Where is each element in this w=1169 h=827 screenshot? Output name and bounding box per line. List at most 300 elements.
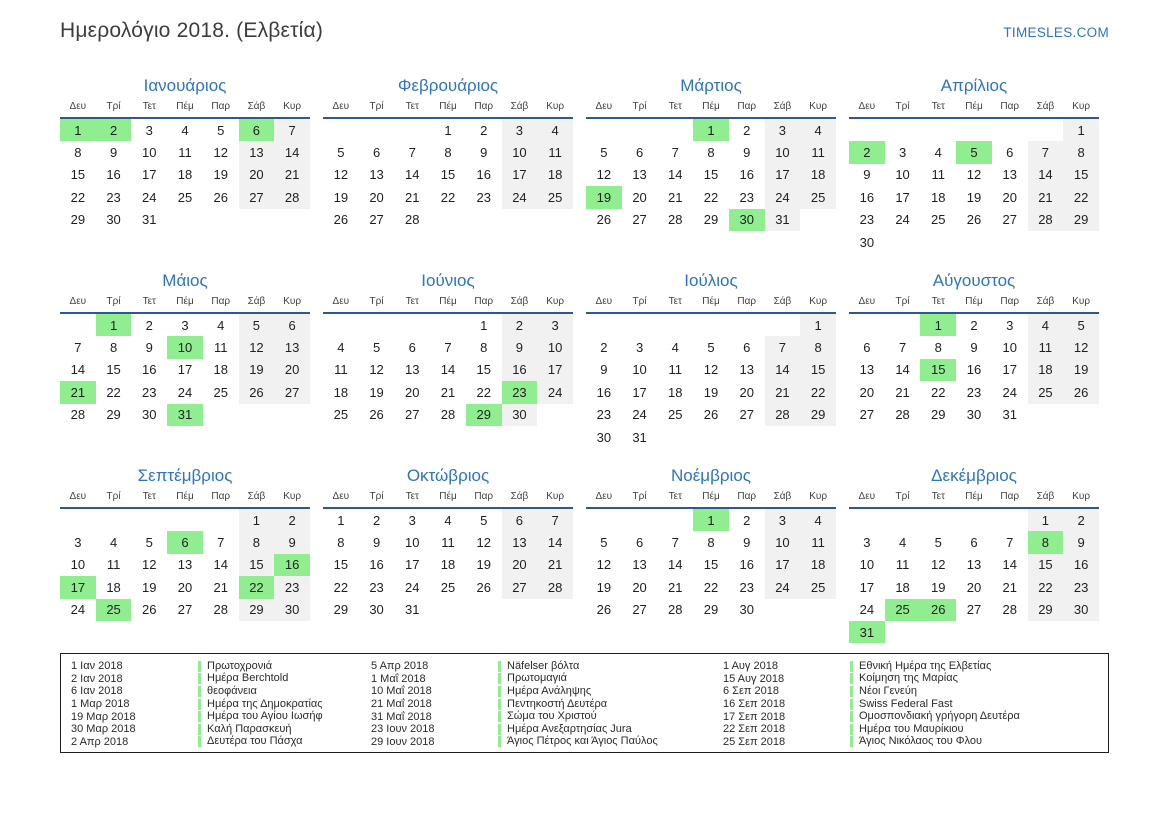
weekday-label: Κυρ [283, 296, 302, 307]
day-cell: 11 [106, 557, 121, 573]
day-cell: 19 [703, 384, 719, 400]
weekend-day-cell: 7 [1028, 141, 1064, 163]
weekend-day-cell: 9 [502, 336, 538, 358]
weekday-label: Παρ [211, 491, 231, 502]
day-cell: 29 [703, 602, 719, 618]
day-cell: 2 [145, 317, 153, 333]
day-cell: 1 [480, 317, 488, 333]
day-cell: 26 [966, 212, 982, 228]
legend-date: 2 Απρ 2018 [71, 735, 129, 748]
day-cell: 31 [632, 429, 647, 445]
weekend-day-cell: 3 [502, 119, 538, 141]
holiday-day-cell: 21 [60, 381, 96, 403]
day-cell: 14 [440, 362, 456, 378]
weekend-day-cell: 22 [1028, 576, 1064, 598]
day-cell: 14 [405, 167, 420, 183]
weekend-day-cell: 15 [1028, 554, 1064, 576]
weekday-label: Παρ [1000, 296, 1020, 307]
day-cell: 12 [333, 167, 349, 183]
weekend-day-cell: 13 [274, 336, 310, 358]
weekend-day-cell: 18 [800, 164, 836, 186]
weekend-day-cell: 7 [274, 119, 310, 141]
weekday-label: Πέμ [176, 491, 194, 502]
day-cell: 9 [600, 362, 608, 378]
holiday-day-cell: 1 [693, 509, 729, 531]
weekday-header-row [323, 296, 573, 314]
day-cell: 24 [142, 189, 157, 205]
day-cell: 15 [703, 557, 719, 573]
holiday-day-cell: 16 [274, 554, 310, 576]
weekend-day-cell: 9 [274, 531, 310, 553]
weekend-day-cell: 16 [1063, 554, 1099, 576]
weekend-day-cell: 25 [1028, 381, 1064, 403]
day-cell: 29 [70, 212, 86, 228]
month-block [323, 75, 573, 253]
day-cell: 15 [703, 167, 719, 183]
weekday-label: Πέμ [702, 296, 720, 307]
weekday-label: Τετ [142, 296, 156, 307]
day-cell: 9 [743, 535, 751, 551]
weekend-day-cell: 25 [537, 186, 573, 208]
day-cell: 11 [895, 557, 910, 573]
day-cell: 5 [707, 340, 715, 356]
day-cell: 8 [444, 145, 452, 161]
day-cell: 29 [703, 212, 719, 228]
month-block [849, 270, 1099, 448]
weekday-label: Κυρ [809, 101, 828, 112]
weekend-day-cell: 21 [765, 381, 801, 403]
empty-cell [693, 314, 729, 336]
legend-entry [723, 673, 1098, 686]
holiday-day-cell: 30 [729, 209, 765, 231]
weekday-label: Πέμ [702, 101, 720, 112]
legend-date: 1 Αυγ 2018 [723, 660, 778, 673]
day-cell: 14 [213, 557, 228, 573]
legend-holiday-name: Πρωτοχρονιά [198, 661, 272, 672]
weekday-label: Πέμ [176, 101, 194, 112]
day-cell: 16 [859, 189, 875, 205]
weekday-label: Δευ [332, 491, 350, 502]
weekend-day-cell: 14 [274, 141, 310, 163]
weekday-label: Τετ [668, 101, 682, 112]
weekday-label: Τρί [106, 101, 121, 112]
day-cell: 18 [895, 579, 910, 595]
day-cell: 7 [444, 340, 452, 356]
day-cell: 27 [405, 407, 420, 423]
day-cell: 11 [668, 362, 683, 378]
weekend-day-cell: 8 [800, 336, 836, 358]
day-cell: 31 [405, 602, 420, 618]
legend-date: 19 Μαρ 2018 [71, 710, 136, 723]
weekend-day-cell: 26 [1063, 381, 1099, 403]
day-cell: 22 [70, 189, 86, 205]
day-cell: 24 [895, 212, 910, 228]
month-title: Μάρτιος [680, 76, 742, 95]
day-cell: 1 [444, 122, 452, 138]
day-cell: 9 [480, 145, 488, 161]
day-cell: 19 [966, 189, 982, 205]
weekday-label: Κυρ [283, 101, 302, 112]
weekday-header-row [586, 101, 836, 119]
legend-holiday-name: θεοφάνεια [198, 686, 257, 697]
day-cell: 9 [109, 145, 118, 161]
day-cell: 20 [739, 384, 754, 400]
empty-cell [1028, 119, 1064, 141]
weekend-day-cell: 27 [502, 576, 538, 598]
weekday-label: Τρί [632, 101, 647, 112]
weekend-day-cell: 17 [537, 359, 573, 381]
legend-holiday-name: Näfelser βόλτα [498, 661, 579, 672]
weekday-header-row [60, 101, 310, 119]
legend-date: 6 Ιαν 2018 [71, 685, 123, 698]
weekend-day-cell: 18 [1028, 359, 1064, 381]
day-cell: 27 [1002, 212, 1017, 228]
day-cell: 16 [476, 167, 491, 183]
day-cell: 23 [739, 189, 754, 205]
empty-cell [586, 119, 622, 141]
weekday-label: Δευ [858, 491, 876, 502]
day-cell: 12 [476, 535, 491, 551]
weekday-label: Τρί [632, 296, 647, 307]
month-days [323, 509, 573, 621]
weekend-day-cell: 13 [239, 141, 275, 163]
legend-holiday-name: Ημέρα Berchtold [198, 673, 288, 684]
legend-entry [723, 685, 1098, 698]
legend-holiday-name: Swiss Federal Fast [850, 699, 953, 710]
legend-entry [71, 723, 371, 736]
empty-cell [657, 314, 693, 336]
day-cell: 30 [142, 407, 157, 423]
legend-date: 5 Απρ 2018 [371, 660, 429, 673]
weekday-header-row [849, 296, 1099, 314]
weekend-day-cell: 23 [274, 576, 310, 598]
empty-cell [956, 509, 992, 531]
month-days [586, 119, 836, 231]
day-cell: 15 [476, 362, 491, 378]
weekday-label: Τετ [142, 491, 156, 502]
legend-entry [71, 698, 371, 711]
weekend-day-cell: 11 [800, 531, 836, 553]
day-cell: 25 [931, 212, 946, 228]
weekend-day-cell: 17 [765, 164, 801, 186]
month-block [586, 270, 836, 448]
day-cell: 26 [596, 602, 612, 618]
legend-holiday-name: Κοίμηση της Μαρίας [850, 673, 958, 684]
day-cell: 22 [106, 384, 121, 400]
weekday-label: Παρ [1000, 491, 1020, 502]
weekday-label: Πέμ [702, 491, 720, 502]
weekday-header-row [323, 491, 573, 509]
weekday-label: Πέμ [965, 296, 983, 307]
day-cell: 11 [441, 535, 455, 551]
day-cell: 17 [859, 579, 875, 595]
legend-date: 17 Σεπ 2018 [723, 710, 786, 723]
site-link[interactable]: TIMESLES.COM [1003, 25, 1109, 40]
day-cell: 22 [440, 189, 456, 205]
holiday-day-cell: 19 [586, 186, 622, 208]
weekday-header-row [60, 491, 310, 509]
weekend-day-cell: 13 [502, 531, 538, 553]
month-days [849, 509, 1099, 643]
day-cell: 12 [966, 167, 982, 183]
day-cell: 17 [1002, 362, 1017, 378]
day-cell: 26 [142, 602, 157, 618]
day-cell: 13 [966, 557, 982, 573]
legend-holiday-name: Ημέρα Ανεξαρτησίας Jura [498, 724, 632, 735]
day-cell: 22 [703, 579, 719, 595]
legend-holiday-name: Ομοσπονδιακή γρήγορη Δευτέρα [850, 711, 1020, 722]
day-cell: 5 [480, 512, 488, 528]
holiday-day-cell: 31 [849, 621, 885, 643]
day-cell: 27 [369, 212, 384, 228]
day-cell: 3 [408, 512, 416, 528]
holiday-day-cell: 1 [96, 314, 132, 336]
day-cell: 5 [217, 122, 225, 138]
month-title: Αύγουστος [932, 271, 1016, 290]
weekend-day-cell: 19 [1063, 359, 1099, 381]
day-cell: 8 [480, 340, 488, 356]
holiday-day-cell: 25 [96, 599, 132, 621]
weekend-day-cell: 28 [274, 186, 310, 208]
weekend-day-cell: 6 [274, 314, 310, 336]
legend-holiday-name: Πεντηκοστή Δευτέρα [498, 699, 607, 710]
legend-entry [371, 685, 723, 698]
weekday-label: Παρ [474, 101, 494, 112]
day-cell: 8 [74, 145, 82, 161]
day-cell: 27 [966, 602, 982, 618]
day-cell: 30 [739, 602, 754, 618]
weekend-day-cell: 11 [800, 141, 836, 163]
weekday-label: Τρί [369, 296, 384, 307]
weekday-label: Κυρ [1072, 101, 1091, 112]
day-cell: 5 [934, 535, 942, 551]
day-cell: 26 [369, 407, 384, 423]
weekend-day-cell: 21 [1028, 186, 1064, 208]
empty-cell [956, 119, 992, 141]
day-cell: 7 [671, 535, 679, 551]
weekday-header-row [849, 491, 1099, 509]
legend-date: 16 Σεπ 2018 [723, 698, 786, 711]
day-cell: 15 [440, 167, 456, 183]
weekday-label: Τρί [895, 491, 910, 502]
holiday-day-cell: 23 [502, 381, 538, 403]
legend-holiday-name: Ημέρα του Μαυρίκιου [850, 724, 964, 735]
legend-holiday-name: Δευτέρα του Πάσχα [198, 736, 303, 747]
weekend-day-cell: 28 [765, 404, 801, 426]
day-cell: 21 [668, 579, 683, 595]
day-cell: 14 [668, 557, 683, 573]
empty-cell [203, 509, 239, 531]
legend-holiday-name: Νέοι Γενεύη [850, 686, 917, 697]
day-cell: 14 [895, 362, 910, 378]
month-block [60, 75, 310, 253]
day-cell: 12 [931, 557, 946, 573]
weekday-header-row [323, 101, 573, 119]
weekend-day-cell: 1 [239, 509, 275, 531]
weekday-label: Σάβ [247, 296, 266, 307]
weekend-day-cell: 17 [502, 164, 538, 186]
day-cell: 26 [333, 212, 349, 228]
weekend-day-cell: 19 [239, 359, 275, 381]
day-cell: 7 [1006, 535, 1014, 551]
weekend-day-cell: 5 [1063, 314, 1099, 336]
month-title: Ιούλιος [684, 271, 738, 290]
day-cell: 6 [863, 340, 871, 356]
day-cell: 3 [898, 145, 907, 161]
weekday-label: Σάβ [1036, 296, 1055, 307]
day-cell: 13 [859, 362, 875, 378]
day-cell: 24 [177, 384, 193, 400]
month-title: Ιανουάριος [143, 76, 227, 95]
day-cell: 4 [444, 512, 452, 528]
weekend-day-cell: 24 [537, 381, 573, 403]
weekday-label: Δευ [69, 101, 87, 112]
day-cell: 15 [333, 557, 349, 573]
day-cell: 30 [966, 407, 982, 423]
weekend-day-cell: 27 [239, 186, 275, 208]
weekend-day-cell: 10 [502, 141, 538, 163]
day-cell: 5 [337, 145, 345, 161]
day-cell: 23 [859, 212, 875, 228]
empty-cell [849, 314, 885, 336]
weekday-label: Τετ [668, 491, 682, 502]
month-block [849, 75, 1099, 253]
day-cell: 23 [106, 189, 121, 205]
day-cell: 7 [408, 145, 416, 161]
day-cell: 10 [1002, 340, 1017, 356]
day-cell: 20 [632, 189, 647, 205]
weekday-label: Σάβ [510, 491, 529, 502]
weekend-day-cell: 10 [537, 336, 573, 358]
months-grid [60, 75, 1109, 643]
day-cell: 28 [405, 212, 420, 228]
day-cell: 12 [703, 362, 719, 378]
weekday-label: Τρί [632, 491, 647, 502]
weekday-label: Τρί [895, 101, 910, 112]
month-title: Απρίλιος [940, 76, 1008, 95]
day-cell: 27 [632, 212, 647, 228]
holiday-day-cell: 22 [239, 576, 275, 598]
weekend-day-cell: 2 [274, 509, 310, 531]
day-cell: 16 [596, 384, 612, 400]
weekday-label: Τετ [668, 296, 682, 307]
day-cell: 4 [109, 535, 118, 551]
day-cell: 16 [142, 362, 157, 378]
empty-cell [586, 314, 622, 336]
day-cell: 30 [369, 602, 384, 618]
day-cell: 23 [739, 579, 754, 595]
day-cell: 2 [480, 122, 488, 138]
day-cell: 2 [600, 340, 608, 356]
month-title: Μάιος [162, 271, 208, 290]
weekend-day-cell: 11 [537, 141, 573, 163]
weekday-label: Κυρ [1072, 491, 1091, 502]
legend-date: 15 Αυγ 2018 [723, 672, 785, 685]
month-days [323, 119, 573, 231]
weekend-day-cell: 29 [1063, 209, 1099, 231]
empty-cell [586, 509, 622, 531]
weekday-label: Δευ [595, 101, 613, 112]
day-cell: 6 [970, 535, 978, 551]
month-days [849, 314, 1099, 426]
day-cell: 23 [596, 407, 612, 423]
day-cell: 10 [632, 362, 647, 378]
day-cell: 11 [213, 340, 228, 356]
day-cell: 16 [739, 557, 754, 573]
day-cell: 18 [177, 167, 193, 183]
weekday-label: Κυρ [546, 491, 565, 502]
empty-cell [622, 119, 658, 141]
day-cell: 6 [635, 145, 644, 161]
weekday-label: Πέμ [176, 296, 194, 307]
empty-cell [657, 509, 693, 531]
day-cell: 19 [369, 384, 384, 400]
weekday-label: Τρί [369, 101, 384, 112]
month-days [60, 314, 310, 426]
month-days [60, 509, 310, 621]
empty-cell [430, 314, 466, 336]
weekday-label: Παρ [211, 101, 231, 112]
weekday-header-row [586, 491, 836, 509]
weekend-day-cell: 8 [1063, 141, 1099, 163]
weekday-label: Δευ [332, 296, 350, 307]
day-cell: 10 [142, 145, 157, 161]
day-cell: 20 [966, 579, 982, 595]
weekday-label: Σάβ [510, 296, 529, 307]
day-cell: 12 [596, 557, 612, 573]
day-cell: 11 [334, 362, 348, 378]
day-cell: 30 [859, 234, 875, 250]
weekend-day-cell: 28 [537, 576, 573, 598]
empty-cell [657, 119, 693, 141]
legend-entry [371, 660, 723, 673]
weekday-label: Τετ [142, 101, 156, 112]
weekend-day-cell: 30 [502, 404, 538, 426]
weekday-label: Τρί [106, 296, 121, 307]
weekend-day-cell: 22 [1063, 186, 1099, 208]
weekend-day-cell: 29 [800, 404, 836, 426]
day-cell: 14 [1002, 557, 1017, 573]
day-cell: 22 [931, 384, 946, 400]
legend-entry [71, 710, 371, 723]
day-cell: 3 [74, 535, 82, 551]
weekend-day-cell: 30 [274, 599, 310, 621]
weekday-label: Παρ [1000, 101, 1020, 112]
day-cell: 24 [405, 579, 420, 595]
month-days [586, 509, 836, 621]
weekend-day-cell: 6 [502, 509, 538, 531]
weekend-day-cell: 12 [239, 336, 275, 358]
weekday-label: Κυρ [809, 491, 828, 502]
empty-cell [885, 314, 921, 336]
weekday-label: Πέμ [965, 491, 983, 502]
weekday-label: Σάβ [510, 101, 529, 112]
weekend-day-cell: 14 [765, 359, 801, 381]
legend-entry [371, 736, 723, 749]
legend-column [371, 660, 723, 748]
holiday-day-cell: 29 [466, 404, 502, 426]
day-cell: 31 [1002, 407, 1017, 423]
day-cell: 26 [213, 189, 228, 205]
legend-entry [723, 736, 1098, 749]
month-days [60, 119, 310, 231]
weekend-day-cell: 12 [1063, 336, 1099, 358]
weekend-day-cell: 25 [800, 186, 836, 208]
month-block [60, 465, 310, 643]
empty-cell [131, 509, 167, 531]
holiday-day-cell: 5 [956, 141, 992, 163]
day-cell: 3 [1006, 317, 1014, 333]
